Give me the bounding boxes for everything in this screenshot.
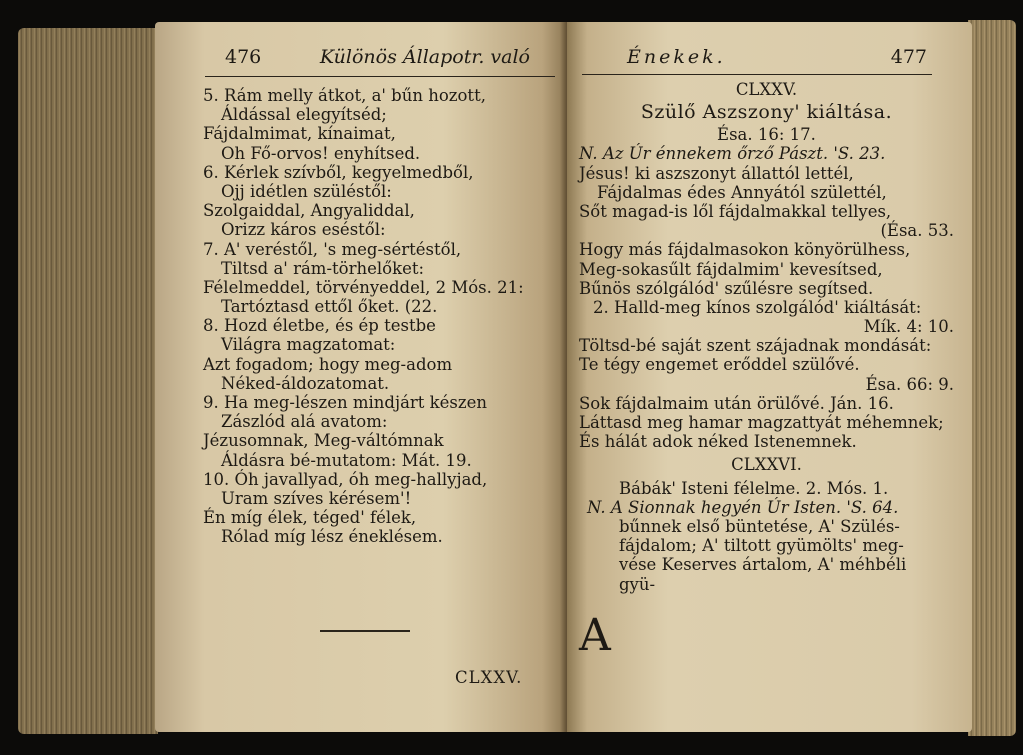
text-line: 9. Ha meg-lészen mindjárt készen [203,393,487,412]
text-line: Mík. 4: 10. [863,317,954,337]
left-header-rule [205,76,555,77]
right-page-header [627,46,927,68]
text-line: Te tégy engemet erőddel szülővé. [579,355,860,375]
left-page-number: 476 [225,46,262,68]
text-line: 10. Óh javallyad, óh meg-hallyjad, [203,469,488,489]
text-line: Ojj idétlen szüléstől: [221,181,392,201]
text-line: Jézusomnak, Meg-váltómnak [203,431,444,451]
text-line: Tartóztasd ettől őket. (22. [221,297,438,317]
text-line: Világra magzatomat: [221,335,396,355]
text-line: Uram szíves kérésem'! [221,488,412,508]
text-line: És hálát adok néked Istenemnek. [579,432,857,452]
page-edges-right [968,20,1016,736]
text-line: Sőt magad-is lől fájdalmakkal tellyes, [579,201,892,221]
text-line: N. Az Úr énnekem őrző Pászt. 'S. 23. [579,144,886,164]
text-line: Láttasd meg hamar magzattyát méhemnek; [579,413,944,432]
text-line: 7. A' veréstől, 's meg-sértéstől, [203,239,462,259]
hymn-number-clxxvi: CLXXVI. [731,455,802,475]
text-line: vése Keserves ártalom, A' méhbéli [619,555,907,575]
text-line: Sok fájdalmaim után örülővé. Ján. 16. [579,393,894,413]
text-line: Tiltsd a' rám-törhelőket: [221,258,425,278]
left-catchword: CLXXV. [455,668,523,687]
hymn-title-clxxv: Szülő Aszszony' kiáltása. [640,101,893,124]
hymn-clxxv-lines [579,144,954,451]
right-page-number: 477 [890,46,927,68]
text-line: fájdalom; A' tiltott gyümölts' meg- [619,536,904,556]
text-line: Rólad míg lész éneklésem. [221,527,443,547]
right-page [567,22,972,732]
left-running-head: Különös Állapotr. való [319,46,530,68]
hymn-melody-clxxvi: N. A Sionnak hegyén Úr Isten. 'S. 64. [587,497,899,517]
left-page [155,22,567,732]
text-line: Oh Fő-orvos! enyhítsed. [221,143,421,163]
text-line: Meg-sokasűlt fájdalmim' kevesítsed, [579,259,883,279]
text-line: Szolgaiddal, Angyaliddal, [203,201,415,221]
text-line: Áldással elegyítséd; [221,105,387,125]
hymn-clxxvi-lines [579,517,954,594]
left-page-text [203,86,558,547]
text-line: Azt fogadom; hogy meg-adom [203,354,453,374]
page-edges-left [18,28,158,734]
text-line: 8. Hozd életbe, és ép testbe [203,316,436,336]
text-line: Fájdalmimat, kínaimat, [203,124,396,144]
text-line: Félelmeddel, törvényeddel, 2 Mós. 21: [203,277,524,297]
text-line: 5. Rám melly átkot, a' bűn hozott, [203,86,486,105]
text-line: 2. Halld-meg kínos szolgálód' kiáltását: [593,297,922,317]
text-line: Fájdalmas édes Annyától születtél, [597,182,887,202]
right-header-rule [582,74,932,75]
text-line: Hogy más fájdalmasokon könyörülhess, [579,240,911,260]
right-page-text [579,80,954,594]
left-end-rule [320,630,410,632]
text-line: 6. Kérlek szívből, kegyelmedből, [203,162,474,182]
text-line: bűnnek első büntetése, A' Szülés- [619,516,900,536]
right-running-head: Énekek. [627,46,726,68]
left-page-header [225,46,530,68]
hymn-reference-clxxv: Ésa. 16: 17. [717,125,816,145]
hymn-number-clxxv: CLXXV. [735,80,798,99]
text-line: Áldásra bé-mutatom: Mát. 19. [221,450,472,470]
text-line: Néked-áldozatomat. [221,373,390,393]
text-line: Orizz káros eséstől: [221,220,386,240]
drop-cap: A [579,610,611,661]
text-line: Zászlód alá avatom: [221,412,388,432]
text-line: gyü- [619,574,656,594]
text-line: Jésus! ki aszszonyt állattól lettél, [579,163,854,183]
text-line: (Ésa. 53. [880,221,954,241]
text-line: Bűnös szólgálód' szűlésre segítsed. [579,278,874,298]
text-line: Én míg élek, téged' félek, [203,508,417,528]
hymn-title-clxxvi: Bábák' Isteni félelme. 2. Mós. 1. [619,478,889,498]
text-line: Ésa. 66: 9. [865,374,954,394]
text-line: Töltsd-bé saját szent szájadnak mondását: [579,336,932,356]
